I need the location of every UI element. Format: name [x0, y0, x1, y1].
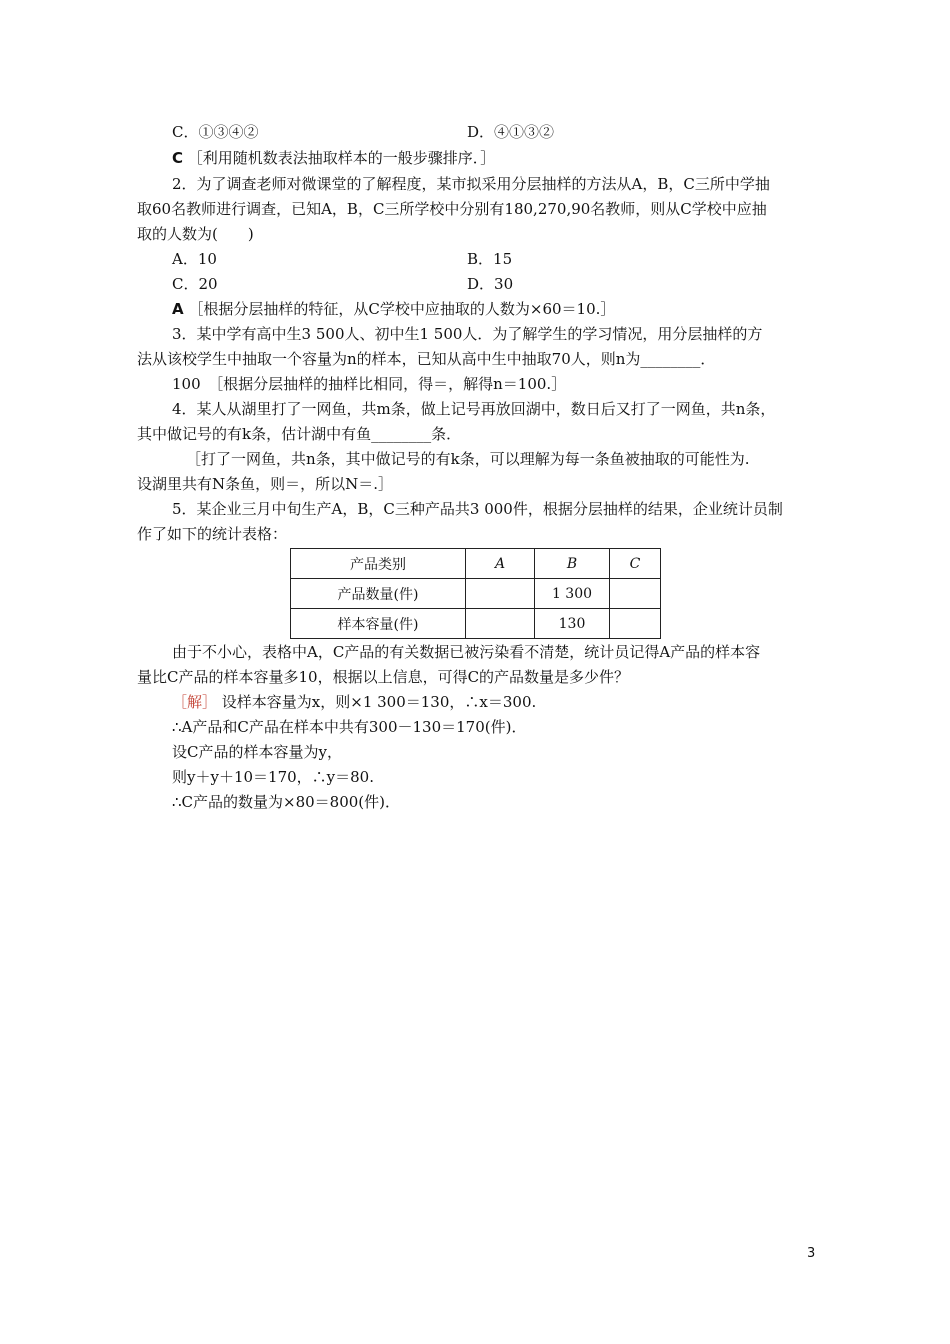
q1-option-c: C．①③④② [172, 123, 259, 141]
table-cell [466, 579, 535, 609]
q1-answer [172, 147, 495, 169]
table-cell: 产品数量(件) [291, 579, 466, 609]
q2-answer [172, 298, 615, 320]
q2-stem-line1: 2．为了调查老师对微课堂的了解程度，某市拟采用分层抽样的方法从A，B，C三所中学抽 [172, 175, 770, 193]
q5-solution-line2: ∴A产品和C产品在样本中共有300－130＝170(件)． [172, 718, 527, 736]
table-header-cell: C [610, 549, 661, 579]
q2-option-b: B．15 [467, 250, 513, 268]
q5-solution-line1 [172, 691, 536, 713]
solution-tag: ［解］ [172, 693, 218, 711]
q2-option-d: D．30 [467, 275, 514, 293]
q5-solution-line4: 则y＋y＋10＝170，∴y＝80. [172, 768, 374, 786]
q5-stem-line4: 量比C产品的样本容量多10，根据以上信息，可得C的产品数量是多少件？ [137, 668, 630, 686]
q2-answer-text: ［根据分层抽样的特征，从C学校中应抽取的人数为×60＝10.］ [188, 300, 616, 318]
q2-option-a: A．10 [172, 250, 217, 268]
q2-option-c: C．20 [172, 275, 218, 293]
q5-stem-line2: 作了如下的统计表格： [137, 525, 288, 543]
table-cell: 样本容量(件) [291, 609, 466, 639]
page-number: 3 [807, 1246, 816, 1261]
table-header-cell: B [535, 549, 610, 579]
table-row [291, 609, 661, 639]
table-header-cell: A [466, 549, 535, 579]
q3-stem-line1: 3．某中学有高中生3 500人、初中生1 500人．为了解学生的学习情况，用分层抽样的方 [172, 325, 763, 343]
q1-option-d: D．④①③② [467, 123, 555, 141]
q3-answer: 100 ［根据分层抽样的抽样比相同，得＝，解得n＝100.］ [172, 375, 567, 393]
table-cell [610, 579, 661, 609]
q2-answer-letter: A [172, 300, 184, 318]
q1-answer-text: ［利用随机数表法抽取样本的一般步骤排序．］ [187, 149, 496, 167]
q4-answer-line2: 设湖里共有N条鱼，则＝，所以N＝.］ [137, 475, 394, 493]
table-cell [466, 609, 535, 639]
q4-stem-line2: 其中做记号的有k条，估计湖中有鱼________条． [137, 425, 462, 443]
table-cell: 130 [535, 609, 610, 639]
table-cell [610, 609, 661, 639]
q5-solution-line5: ∴C产品的数量为×80＝800(件)． [172, 793, 401, 811]
solution-text: 设样本容量为x，则×1 300＝130，∴x＝300. [221, 693, 537, 711]
q1-answer-letter: C [172, 149, 184, 167]
q5-stem-line1: 5．某企业三月中旬生产A，B，C三种产品共3 000件，根据分层抽样的结果，企业统计员制 [172, 500, 783, 518]
q2-stem-line2: 取60名教师进行调查，已知A，B，C三所学校中分别有180,270,90名教师，则从C学校中应抽 [137, 200, 767, 218]
table-row [291, 579, 661, 609]
q5-stem-line3: 由于不小心，表格中A，C产品的有关数据已被污染看不清楚，统计员记得A产品的样本容 [172, 643, 761, 661]
q2-stem-line3: 取的人数为( ) [137, 225, 254, 243]
table-header-cell: 产品类别 [291, 549, 466, 579]
q4-stem-line1: 4．某人从湖里打了一网鱼，共m条，做上记号再放回湖中，数日后又打了一网鱼，共n条， [172, 400, 776, 418]
table-header-row [291, 549, 661, 579]
table-cell: 1 300 [535, 579, 610, 609]
statistics-table [290, 548, 661, 639]
q3-stem-line2: 法从该校学生中抽取一个容量为n的样本，已知从高中生中抽取70人，则n为________． [137, 350, 716, 368]
q4-answer-line1: ［打了一网鱼，共n条，其中做记号的有k条，可以理解为每一条鱼被抽取的可能性为. [186, 450, 750, 468]
q5-solution-line3: 设C产品的样本容量为y， [172, 743, 342, 761]
